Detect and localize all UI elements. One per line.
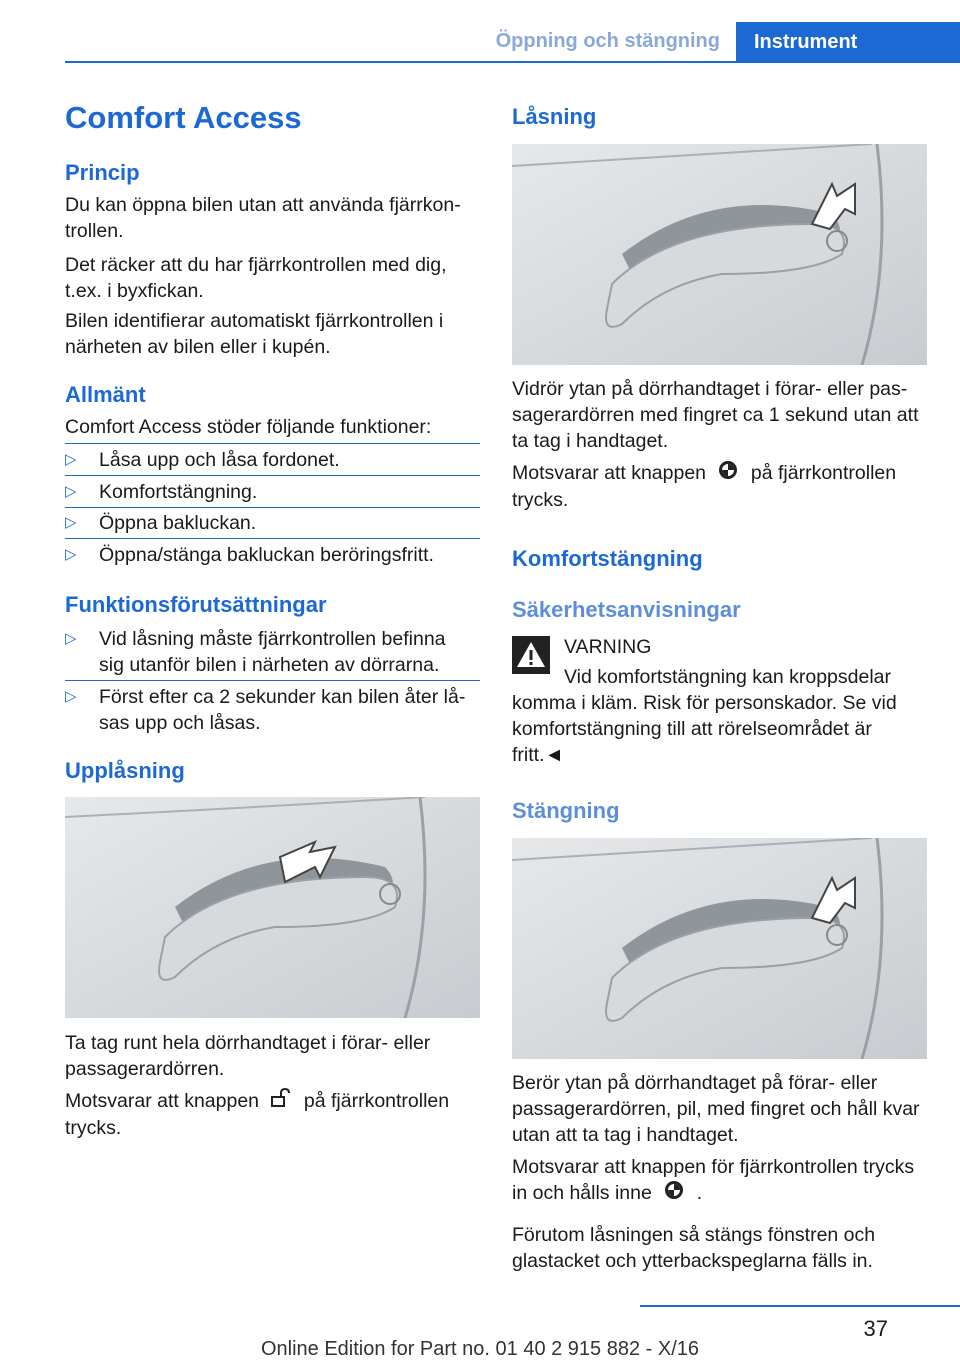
divider bbox=[65, 475, 480, 476]
text-line: trollen. bbox=[65, 220, 124, 242]
heading-allmant: Allmänt bbox=[65, 382, 146, 407]
text-line: sagerardörren med fingret ca 1 sekund utan att bbox=[512, 404, 919, 426]
princip-paragraph-3 bbox=[65, 308, 443, 360]
triangle-bullet-icon: ▷ bbox=[65, 546, 77, 563]
text-line: Bilen identifierar automatiskt fjärrkontrollen i bbox=[65, 310, 444, 332]
edition-note: Online Edition for Part no. 01 40 2 915 882 - X/16 bbox=[260, 1338, 700, 1360]
text-line: Ta tag runt hela dörrhandtaget i förar- eller bbox=[65, 1032, 431, 1054]
list-item bbox=[65, 684, 480, 736]
footer-rule bbox=[640, 1305, 960, 1307]
text-line: passagerardörren. bbox=[65, 1058, 225, 1080]
divider bbox=[65, 443, 480, 444]
divider bbox=[65, 507, 480, 508]
list-item: ▷ Öppna bakluckan. bbox=[65, 512, 257, 534]
triangle-bullet-icon: ▷ bbox=[65, 514, 77, 531]
page-number: 37 bbox=[863, 1316, 888, 1341]
allmant-intro: Comfort Access stöder följande funktioner: bbox=[65, 416, 432, 438]
header-section-title: Öppning och stängning bbox=[495, 30, 720, 52]
page-title: Comfort Access bbox=[65, 100, 302, 135]
text-line: närheten av bilen eller i kupén. bbox=[65, 336, 331, 358]
heading-stangning: Stängning bbox=[512, 798, 620, 823]
stangning-note bbox=[512, 1154, 914, 1207]
text-segment: in och hålls inne bbox=[512, 1182, 652, 1204]
header-rule bbox=[65, 61, 960, 63]
list-item: ▷ Komfortstängning. bbox=[65, 481, 258, 503]
door-handle-lock-image bbox=[512, 144, 927, 365]
list-item: ▷ Öppna/stänga bakluckan beröringsfritt. bbox=[65, 544, 434, 566]
text-segment: på fjärrkontrollen bbox=[750, 462, 897, 484]
upplasning-note bbox=[65, 1088, 449, 1141]
text-line: Det räcker att du har fjärrkontrollen med dig, bbox=[65, 254, 447, 276]
warning-label: VARNING bbox=[564, 636, 652, 658]
princip-paragraph-2 bbox=[65, 252, 447, 304]
heading-princip: Princip bbox=[65, 160, 140, 185]
text-line: passagerardörren, pil, med fingret och håll kvar bbox=[512, 1098, 920, 1120]
upplasning-caption bbox=[65, 1030, 430, 1082]
text-line: komma i kläm. Risk för personskador. Se vid bbox=[512, 692, 897, 714]
text-line: Motsvarar att knappen för fjärrkontrollen trycks bbox=[512, 1156, 915, 1178]
text-line: utan att ta tag i handtaget. bbox=[512, 1124, 739, 1146]
heading-komfortstangning: Komfortstängning bbox=[512, 546, 703, 571]
text-line: Berör ytan på dörrhandtaget på förar- eller bbox=[512, 1072, 878, 1094]
warning-text bbox=[512, 664, 930, 768]
triangle-bullet-icon: ▷ bbox=[65, 483, 77, 500]
list-item: ▷ Låsa upp och låsa fordonet. bbox=[65, 449, 340, 471]
text-segment: Motsvarar att knappen bbox=[512, 462, 707, 484]
triangle-bullet-icon: ▷ bbox=[65, 630, 77, 647]
text-line: trycks. bbox=[512, 489, 569, 512]
bmw-logo-lock-icon bbox=[657, 1180, 691, 1207]
text-line: Förutom låsningen så stängs fönstren och bbox=[512, 1224, 876, 1246]
text-line: trycks. bbox=[65, 1117, 122, 1140]
text-line: sas upp och låsas. bbox=[99, 712, 261, 734]
text-line: glastacket och ytterbackspeglarna fälls in. bbox=[512, 1250, 873, 1272]
text-line: ta tag i handtaget. bbox=[512, 430, 669, 452]
bmw-logo-lock-icon bbox=[711, 460, 745, 487]
text-line: Först efter ca 2 sekunder kan bilen åter lå- bbox=[99, 686, 466, 708]
text-line: komfortstängning till att rörelseområdet är bbox=[512, 718, 872, 740]
divider bbox=[65, 680, 480, 681]
heading-upplasning: Upplåsning bbox=[65, 758, 185, 783]
text-segment: Motsvarar att knappen bbox=[65, 1090, 260, 1112]
text-line: Du kan öppna bilen utan att använda fjärrkon- bbox=[65, 194, 461, 216]
divider bbox=[65, 538, 480, 539]
text-line: Vidrör ytan på dörrhandtaget i förar- eller pas- bbox=[512, 378, 908, 400]
lasning-caption bbox=[512, 376, 919, 454]
text-segment: på fjärrkontrollen bbox=[303, 1090, 450, 1112]
door-handle-unlock-image bbox=[65, 797, 480, 1018]
door-handle-close-image bbox=[512, 838, 927, 1059]
text-segment: . bbox=[696, 1182, 703, 1204]
triangle-bullet-icon: ▷ bbox=[65, 688, 77, 705]
text-line: sig utanför bilen i närheten av dörrarna. bbox=[99, 654, 440, 676]
heading-funktionsforutsattningar: Funktionsförutsättningar bbox=[65, 592, 327, 617]
text-line: t.ex. i byxfickan. bbox=[65, 280, 204, 302]
list-item bbox=[65, 626, 480, 678]
header-tab-instrument[interactable]: Instrument bbox=[736, 22, 960, 63]
stangning-closing bbox=[512, 1222, 875, 1274]
lasning-note bbox=[512, 460, 896, 513]
unlock-icon bbox=[264, 1088, 298, 1115]
triangle-bullet-icon: ▷ bbox=[65, 451, 77, 468]
princip-paragraph-1 bbox=[65, 192, 461, 244]
stangning-caption bbox=[512, 1070, 920, 1148]
heading-lasning: Låsning bbox=[512, 104, 597, 129]
text-line: Vid låsning måste fjärrkontrollen befinna bbox=[99, 628, 446, 650]
text-line: fritt.◄ bbox=[512, 744, 564, 766]
text-line: Vid komfortstängning kan kroppsdelar bbox=[564, 666, 891, 688]
heading-sakerhetsanvisningar: Säkerhetsanvisningar bbox=[512, 597, 741, 622]
